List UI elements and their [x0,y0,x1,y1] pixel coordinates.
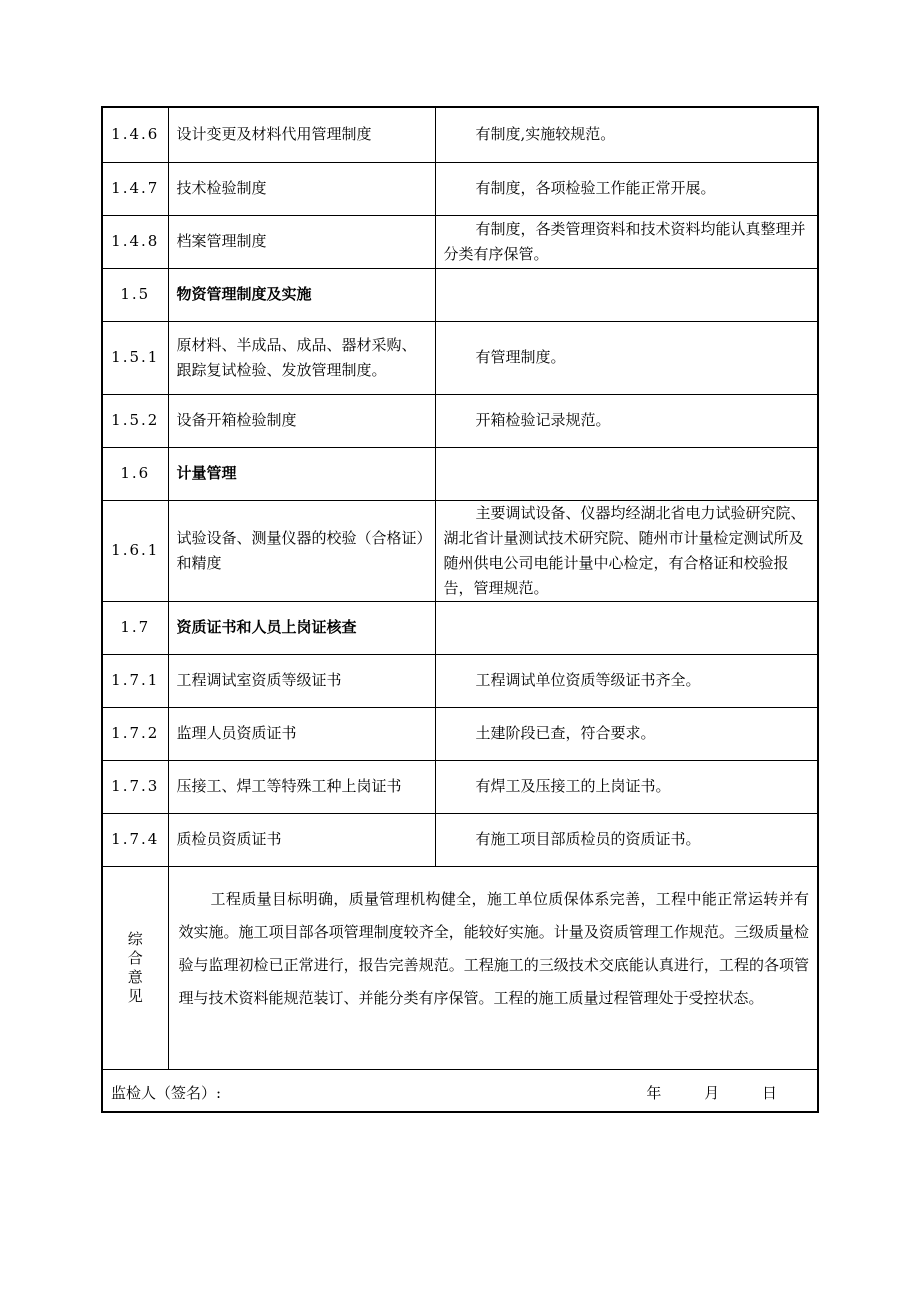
row-result: 有施工项目部质检员的资质证书。 [435,813,817,866]
table-row [103,707,817,760]
date-month-label: 月 [704,1083,720,1102]
section-title: 资质证书和人员上岗证核查 [168,601,435,654]
summary-label-char: 见 [127,986,143,1005]
section-row [103,447,817,500]
section-number: 1.6 [103,447,168,500]
table-row [103,215,817,268]
row-result: 有管理制度。 [435,321,817,394]
section-title: 计量管理 [168,447,435,500]
row-result [435,268,817,321]
row-number: 1.6.1 [103,500,168,601]
row-number: 1.7.4 [103,813,168,866]
row-result: 有制度，各项检验工作能正常开展。 [435,162,817,215]
table-row [103,321,817,394]
row-result [435,601,817,654]
summary-text: 工程质量目标明确，质量管理机构健全，施工单位质保体系完善，工程中能正常运转并有效实施。施工项目部各项管理制度较齐全，能较好实施。计量及资质管理工作规范。三级质量检验与监理初检已正常进行，报告完善规范。工程施工的三级技术交底能认真进行，工程的各项管理与技术资料能规范装订、并能分类有序保管。工程的施工质量过程管理处于受控状态。 [168,866,817,1069]
row-number: 1.7.1 [103,654,168,707]
table-row [103,654,817,707]
section-row [103,268,817,321]
date-day-label: 日 [761,1083,777,1102]
row-result: 主要调试设备、仪器均经湖北省电力试验研究院、湖北省计量测试技术研究院、随州市计量检定测试所及随州供电公司电能计量中心检定，有合格证和校验报告，管理规范。 [435,500,817,601]
row-result: 开箱检验记录规范。 [435,394,817,447]
row-item: 监理人员资质证书 [168,707,435,760]
table-row [103,500,817,601]
row-item: 试验设备、测量仪器的校验（合格证）和精度 [168,500,435,601]
section-row [103,601,817,654]
table-row [103,813,817,866]
inspection-table [103,108,817,1117]
section-title: 物资管理制度及实施 [168,268,435,321]
table-row [103,394,817,447]
inspection-table-sheet [101,106,819,1113]
table-row [103,108,817,162]
date-fields [646,1081,777,1106]
row-item: 压接工、焊工等特殊工种上岗证书 [168,760,435,813]
row-number: 1.4.7 [103,162,168,215]
signature-cell [103,1069,817,1117]
row-item: 原材料、半成品、成品、器材采购、跟踪复试检验、发放管理制度。 [168,321,435,394]
summary-label-char: 意 [127,967,143,986]
signature-label: 监检人（签名）: [111,1083,222,1102]
row-item: 工程调试室资质等级证书 [168,654,435,707]
row-number: 1.5.1 [103,321,168,394]
section-number: 1.5 [103,268,168,321]
row-number: 1.4.8 [103,215,168,268]
row-result: 工程调试单位资质等级证书齐全。 [435,654,817,707]
summary-label [103,866,168,1069]
signature-row [103,1069,817,1117]
summary-label-char: 合 [127,948,143,967]
row-item: 技术检验制度 [168,162,435,215]
row-result: 土建阶段已查，符合要求。 [435,707,817,760]
row-item: 设计变更及材料代用管理制度 [168,108,435,162]
row-number: 1.5.2 [103,394,168,447]
table-row [103,162,817,215]
row-number: 1.4.6 [103,108,168,162]
row-result: 有制度，各类管理资料和技术资料均能认真整理并分类有序保管。 [435,215,817,268]
date-year-label: 年 [646,1083,662,1102]
row-item: 档案管理制度 [168,215,435,268]
row-result: 有制度,实施较规范。 [435,108,817,162]
row-number: 1.7.3 [103,760,168,813]
table-row [103,760,817,813]
row-result: 有焊工及压接工的上岗证书。 [435,760,817,813]
row-item: 设备开箱检验制度 [168,394,435,447]
section-number: 1.7 [103,601,168,654]
row-number: 1.7.2 [103,707,168,760]
row-item: 质检员资质证书 [168,813,435,866]
row-result [435,447,817,500]
summary-row [103,866,817,1069]
summary-label-char: 综 [127,929,143,948]
